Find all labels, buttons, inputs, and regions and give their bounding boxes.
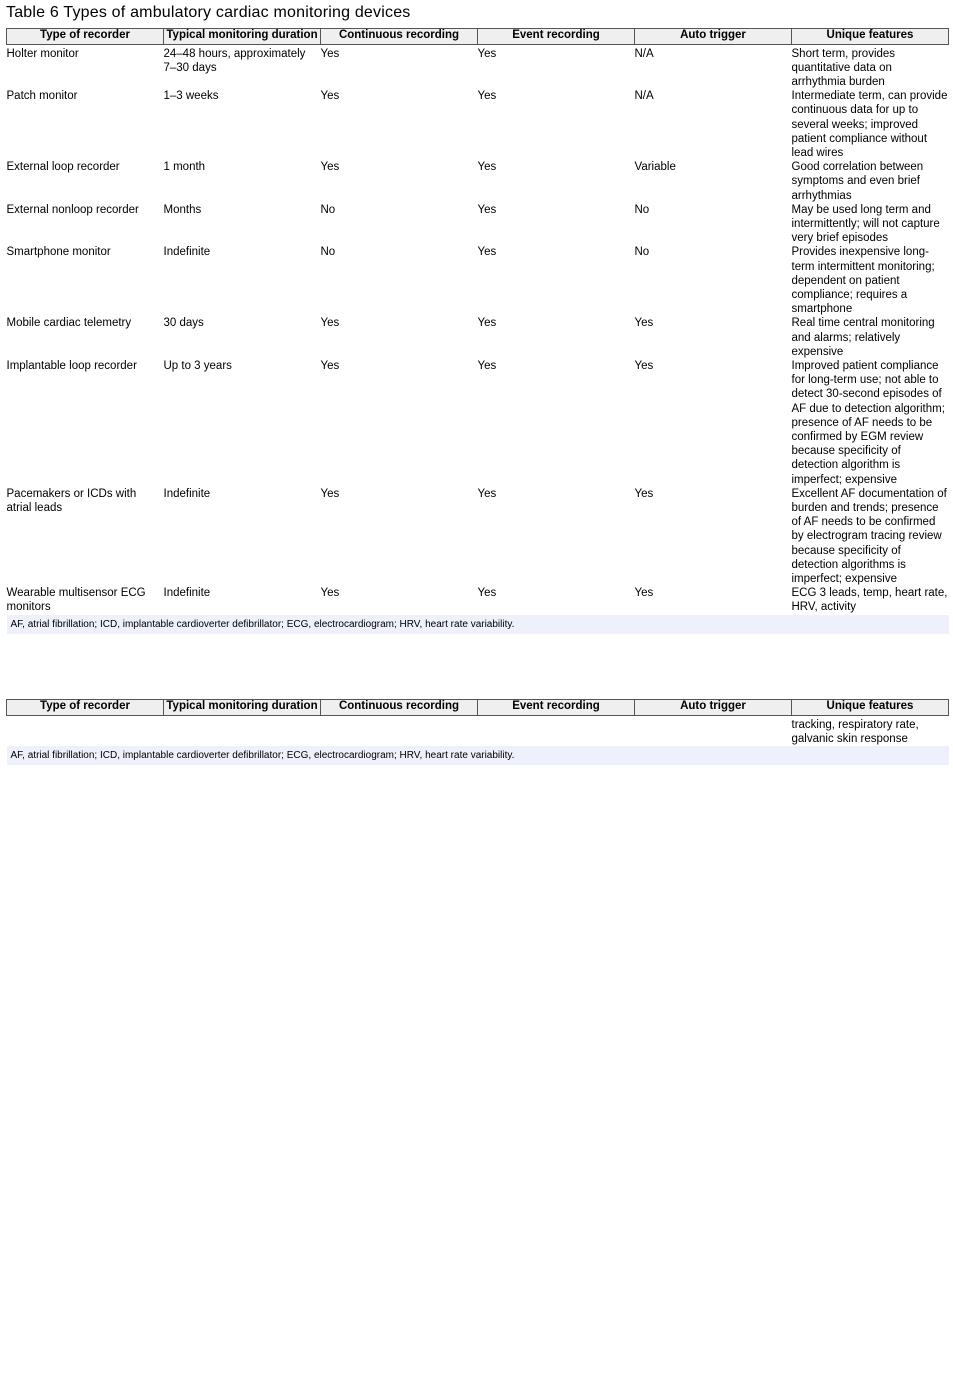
cell-auto-trigger: N/A [634, 90, 654, 103]
cell-type: Smartphone monitor [6, 246, 111, 259]
cell-continuous: Yes [320, 587, 340, 600]
cell-continuous: No [320, 246, 336, 259]
cell-event: Yes [477, 246, 497, 259]
cell-type: Implantable loop recorder [6, 359, 137, 372]
cell-event: Yes [477, 47, 497, 60]
header-duration: Typical monitoring duration [164, 700, 321, 716]
cell-event: Yes [477, 161, 497, 174]
header-auto-trigger: Auto trigger [635, 700, 792, 716]
cell-continuous: Yes [320, 487, 340, 500]
cell-duration: Months [163, 203, 202, 216]
cell-duration: 24–48 hours, approximately 7–30 days [163, 47, 306, 74]
cell-features: ECG 3 leads, temp, heart rate, HRV, activity [791, 587, 948, 614]
cell-features: Excellent AF documentation of burden and trends; presence of AF needs to be confirmed by electrogram tracing review because specificity of detection algorithms is imperfect; expensive [791, 487, 947, 586]
header-auto-trigger: Auto trigger [635, 29, 792, 45]
cell-type: External loop recorder [6, 161, 120, 174]
cell-duration: 1–3 weeks [163, 90, 219, 103]
cell-auto-trigger: Yes [634, 317, 654, 330]
cell-type: External nonloop recorder [6, 203, 139, 216]
table-row [7, 359, 949, 487]
cell-continuous: Yes [320, 47, 340, 60]
cell-event: Yes [477, 587, 497, 600]
header-features: Unique features [792, 29, 949, 45]
table-row [7, 586, 949, 614]
cell-features: Intermediate term, can provide continuous data for up to several weeks; improved patient compliance without lead wires [791, 90, 948, 159]
header-row [7, 29, 949, 45]
cell-continuous: Yes [320, 90, 340, 103]
table-row [7, 203, 949, 246]
cell-duration: Indefinite [163, 246, 211, 259]
cell-features: Good correlation between symptoms and even brief arrhythmias [791, 161, 924, 202]
cell-duration: Up to 3 years [163, 359, 232, 372]
cell-features: Improved patient compliance for long-term use; not able to detect 30-second episodes of AF due to detection algorithm; presence of AF needs to be confirmed by EGM review because specificity of detection algorithm is imperfect; expensive [791, 359, 945, 486]
cell-auto-trigger: Yes [634, 487, 654, 500]
cell-features: Short term, provides quantitative data on arrhythmia burden [791, 47, 896, 88]
table-row [7, 245, 949, 316]
cell-continuous: Yes [320, 359, 340, 372]
cell-auto-trigger: No [634, 246, 650, 259]
table-footnote-row [7, 615, 949, 634]
cell-auto-trigger: No [634, 203, 650, 216]
devices-table [6, 28, 949, 634]
header-duration: Typical monitoring duration [164, 29, 321, 45]
table-row [7, 316, 949, 359]
cell-type: Wearable multisensor ECG monitors [6, 587, 146, 614]
cell-auto-trigger: Yes [634, 587, 654, 600]
cell-features: Real time central monitoring and alarms; relatively expensive [791, 317, 935, 358]
cell-event: Yes [477, 317, 497, 330]
cell-type: Pacemakers or ICDs with atrial leads [6, 487, 137, 514]
cell-features: May be used long term and intermittently; will not capture very brief episodes [791, 203, 940, 245]
cell-event: Yes [477, 203, 497, 216]
cell-type: Patch monitor [6, 90, 78, 103]
cell-continuous: Yes [320, 317, 340, 330]
table-row [7, 89, 949, 160]
cell-auto-trigger: Yes [634, 359, 654, 372]
table-footnote: AF, atrial fibrillation; ICD, implantable cardioverter defibrillator; ECG, electrocardiogram; HRV, heart rate variability. [7, 615, 949, 634]
cell-auto-trigger: N/A [634, 47, 654, 60]
header-features: Unique features [792, 700, 949, 716]
cell-type: Mobile cardiac telemetry [6, 317, 132, 330]
table-row [7, 160, 949, 203]
header-continuous: Continuous recording [321, 29, 478, 45]
table-row [7, 47, 949, 90]
header-type: Type of recorder [7, 29, 164, 45]
header-continuous: Continuous recording [321, 700, 478, 716]
table-row [7, 487, 949, 586]
cell-event: Yes [477, 487, 497, 500]
header-event: Event recording [478, 700, 635, 716]
cell-auto-trigger: Variable [634, 161, 676, 174]
cell-event: Yes [477, 90, 497, 103]
table-title: Table 6 Types of ambulatory cardiac monitoring devices [6, 4, 411, 21]
cell-duration: 30 days [163, 317, 204, 330]
cell-continuous: No [320, 203, 336, 216]
table-row [7, 718, 949, 746]
table-footnote-row [7, 746, 949, 765]
cell-type: Holter monitor [6, 47, 79, 60]
header-type: Type of recorder [7, 700, 164, 716]
cell-event: Yes [477, 359, 497, 372]
devices-table-continued [6, 699, 949, 765]
cell-duration: 1 month [163, 161, 206, 174]
cell-features-continued: tracking, respiratory rate, galvanic skin response [791, 718, 919, 745]
cell-features: Provides inexpensive long-term intermittent monitoring; dependent on patient compliance; requires a smartphone [791, 246, 935, 316]
header-row [7, 700, 949, 716]
table-footnote: AF, atrial fibrillation; ICD, implantable cardioverter defibrillator; ECG, electrocardiogram; HRV, heart rate variability. [7, 746, 949, 765]
cell-duration: Indefinite [163, 487, 211, 500]
cell-duration: Indefinite [163, 587, 211, 600]
cell-continuous: Yes [320, 161, 340, 174]
header-event: Event recording [478, 29, 635, 45]
